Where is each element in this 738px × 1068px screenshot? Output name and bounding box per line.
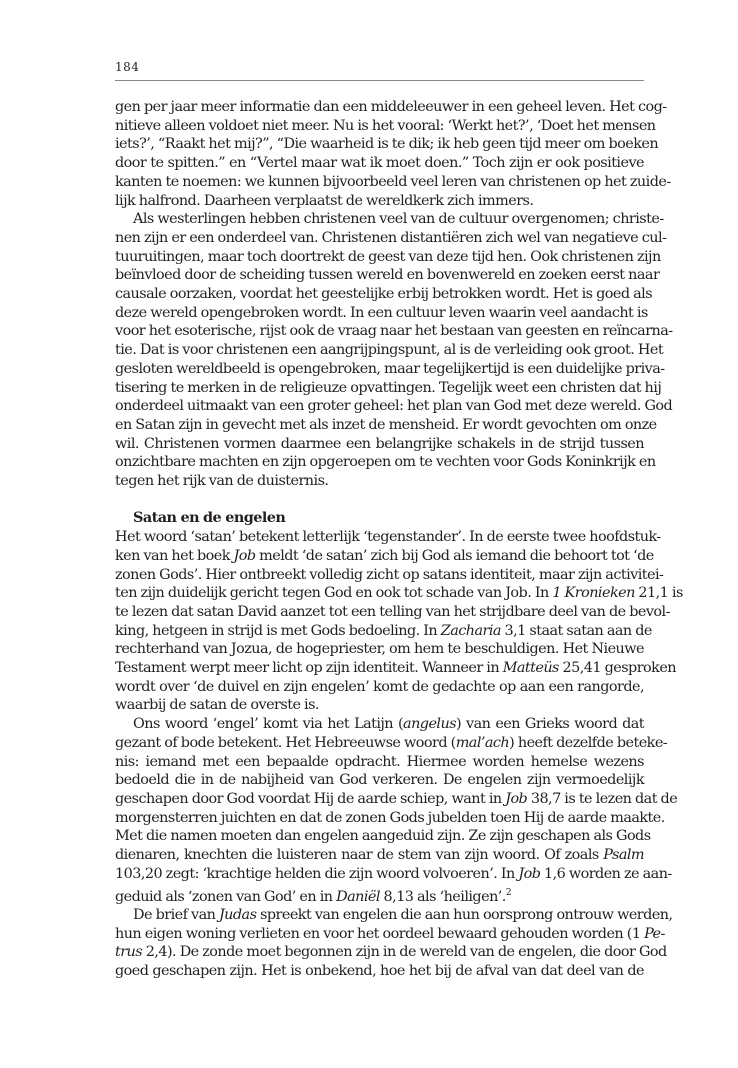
text-line: causale oorzaken, voordat het geestelijke erbij betrokken wordt. Het is goed als	[115, 286, 653, 303]
text-line: wil. Christenen vormen daarmee een belangrijke schakels in de strijd tussen	[115, 435, 644, 452]
text-line: beïnvloed door de scheiding tussen wereld en bovenwereld en zoeken eerst naar	[115, 267, 660, 284]
text-line: tisering te merken in de religieuze opvattingen. Tegelijk weet een christen dat hij	[115, 379, 662, 396]
text-line: trus 2,4). De zonde moet begonnen zijn in de wereld van de engelen, die door God	[115, 944, 667, 961]
text-line: deze wereld opengebroken wordt. In een cultuur leven waarin veel aandacht is	[115, 304, 648, 321]
text-line: gezant of bode betekent. Het Hebreeuwse woord (mal’ach) heeft dezelfde beteke-	[115, 734, 668, 751]
section-heading: Satan en de engelen	[133, 509, 286, 527]
text-line: voor het esoterische, rijst ook de vraag naar het bestaan van geesten en reïncarna-	[115, 323, 673, 340]
text-line: ken van het boek Job meldt ‘de satan’ zich bij God als iemand die behoort tot ‘de	[115, 547, 654, 564]
text-line: waarbij de satan de overste is.	[115, 697, 319, 714]
book-reference: trus	[115, 944, 143, 961]
text-line: Als westerlingen hebben christenen veel van de cultuur overgenomen; christe-	[133, 211, 664, 228]
text-line: onzichtbare machten en zijn opgeroepen om te vechten voor Gods Koninkrijk en	[115, 454, 656, 471]
text-line: Testament werpt meer licht op zijn identiteit. Wanneer in Matteüs 25,41 gesproken	[115, 660, 677, 677]
text-line: lijk halfrond. Daarheen verplaatst de wereldkerk zich immers.	[115, 192, 534, 209]
text-line: goed geschapen zijn. Het is onbekend, hoe het bij de afval van dat deel van de	[115, 963, 644, 980]
text-line: bedoeld die in de nabijheid van God verkeren. De engelen zijn vermoedelijk	[115, 772, 644, 789]
book-reference: Psalm	[603, 847, 644, 864]
text-line: nen zijn er een onderdeel van. Christenen distantiëren zich wel van negatieve cul-	[115, 229, 667, 246]
text-line: iets?’, “Raakt het mij?”, “Die waarheid is te dik; ik heb geen tijd meer om boeken	[115, 136, 659, 153]
text-line: tie. Dat is voor christenen een aangrijpingspunt, al is de verleiding ook groot. Het	[115, 342, 664, 359]
text-line: en Satan zijn in gevecht met als inzet de mensheid. Er wordt gevochten om onze	[115, 416, 657, 433]
book-reference: Judas	[218, 907, 257, 924]
text-line: geschapen door God voordat Hij de aarde schiep, want in Job 38,7 is te lezen dat de	[115, 791, 678, 807]
paragraph-4	[115, 715, 678, 906]
page-number: 184	[115, 60, 140, 74]
text-line: gen per jaar meer informatie dan een middeleeuwer in een geheel leven. Het cog-	[115, 99, 667, 115]
text-line: geduid als ‘zonen van God’ en in Daniël 8,13 als ‘heiligen’.$^2$	[115, 887, 512, 905]
footnote-marker: 2	[505, 887, 512, 898]
latin-term: angelus	[403, 716, 457, 733]
hebrew-term: mal’ach	[455, 734, 510, 751]
text-line: Het woord ‘satan’ betekent letterlijk ‘tegenstander’. In de eerste twee hoofdstuk-	[115, 529, 661, 546]
book-reference: Zacharia	[440, 622, 501, 639]
text-line: wordt over ‘de duivel en zijn engelen’ komt de gedachte op aan een rangorde,	[115, 678, 644, 695]
text-line: De brief van Judas spreekt van engelen die aan hun oorsprong ontrouw werden,	[133, 907, 673, 924]
text-line: nis: iemand met een bepaalde opdracht. Hiermee worden hemelse wezens	[115, 753, 644, 770]
book-reference: Pe-	[644, 925, 665, 942]
text-line: zonen Gods’. Hier ontbreekt volledig zicht op satans identiteit, maar zijn activitei-	[115, 566, 664, 583]
text-line: rechterhand van Jozua, de hogepriester, om hem te beschuldigen. Het Nieuwe	[115, 641, 644, 658]
paragraph-3	[115, 528, 683, 715]
body-text	[115, 98, 683, 981]
text-line: morgensterren juichten en dat de zonen Gods jubelden toen Hij de aarde maakte.	[115, 809, 665, 826]
book-reference: Job	[505, 791, 528, 807]
text-line: kanten te noemen: we kunnen bijvoorbeeld veel leren van christenen op het zuide-	[115, 173, 671, 190]
text-line: te lezen dat satan David aanzet tot een telling van het strijdbare deel van de bevol-	[115, 603, 670, 620]
paragraph-1	[115, 98, 671, 210]
text-line: ten zijn duidelijk gericht tegen God en ook tot schade van Job. In 1 Kronieken 21,1 is	[115, 585, 683, 602]
text-line: Met die namen moeten dan engelen aangeduid zijn. Ze zijn geschapen als Gods	[115, 828, 651, 845]
text-line: hun eigen woning verlieten en voor het oordeel bewaard gehouden worden (1 Pe-	[115, 925, 665, 942]
text-line: dienaren, knechten die luisteren naar de stem van zijn woord. Of zoals Psalm	[115, 847, 644, 864]
text-line: king, hetgeen in strijd is met Gods bedoeling. In Zacharia 3,1 staat satan aan de	[115, 622, 652, 639]
paragraph-2	[115, 210, 673, 491]
book-reference: Job	[518, 865, 541, 882]
text-line: tuuruitingen, maar toch doortrekt de geest van deze tijd hen. Ook christenen zijn	[115, 248, 661, 265]
text-line: gesloten wereldbeeld is opengebroken, maar tegelijkertijd is een duidelijke priva-	[115, 360, 665, 377]
text-line: tegen het rijk van de duisternis.	[115, 473, 329, 490]
text-line: Ons woord ‘engel’ komt via het Latijn (angelus) van een Grieks woord dat	[133, 716, 645, 733]
book-reference: Daniël	[336, 888, 380, 905]
book-reference: 1 Kronieken	[552, 585, 635, 602]
text-line: door te spitten.” en “Vertel maar wat ik moet doen.” Toch zijn er ook positieve	[115, 155, 644, 172]
text-line: onderdeel uitmaakt van een groter geheel: het plan van God met deze wereld. God	[115, 398, 673, 415]
header-rule	[115, 80, 644, 81]
paragraph-5	[115, 906, 673, 981]
text-line: nitieve alleen voldoet niet meer. Nu is het vooral: ‘Werkt het?’, ‘Doet het mensen	[115, 117, 656, 134]
book-reference: Matteüs	[502, 660, 559, 677]
book-reference: Job	[233, 547, 256, 564]
text-line: 103,20 zegt: ‘krachtige helden die zijn woord volvoeren’. In Job 1,6 worden ze aan-	[115, 865, 672, 882]
